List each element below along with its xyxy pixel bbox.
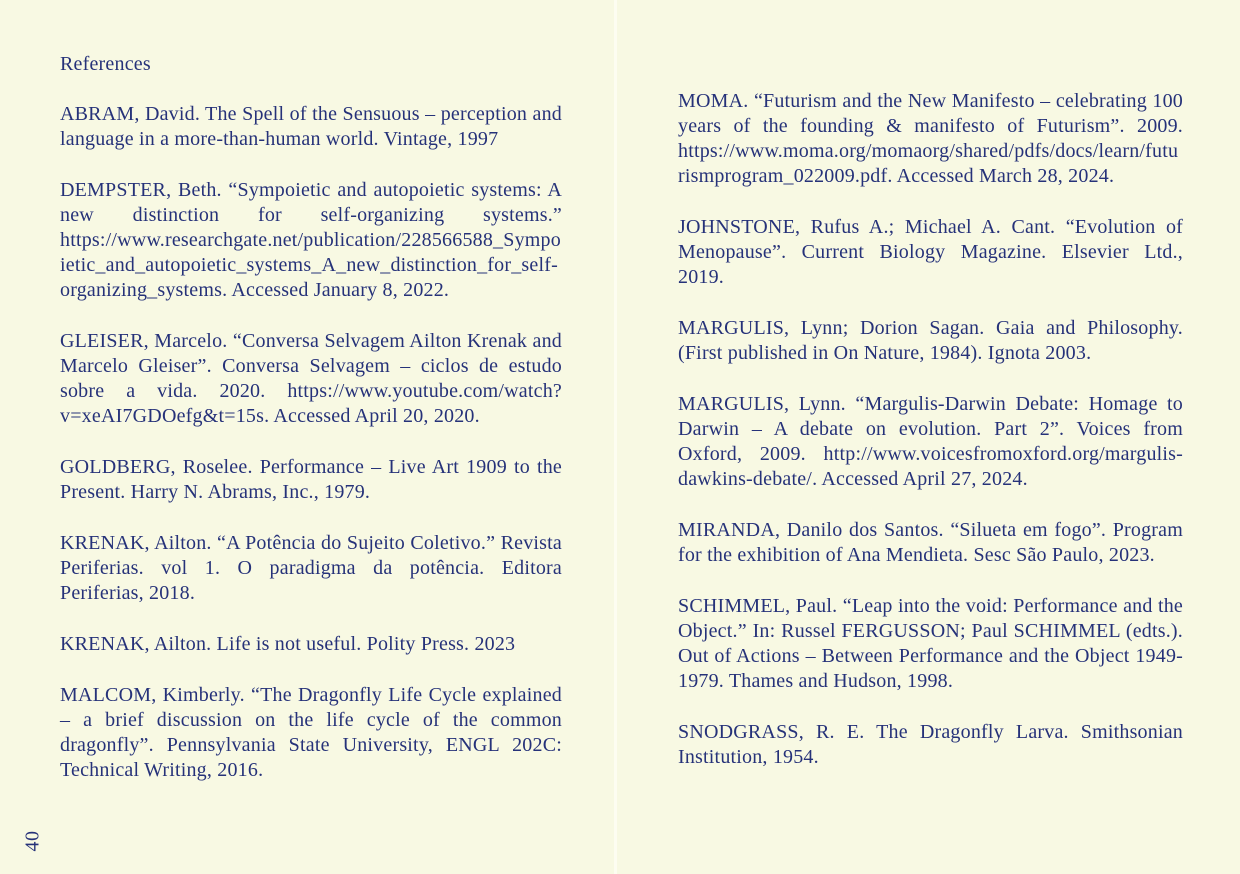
reference-entry-malcom: MALCOM, Kimberly. “The Dragonfly Life Cycle explained – a brief discussion on the life cycle of the common dragonfly”. Pennsylvania State University, ENGL 202C: Technical Writing, 2016. bbox=[60, 684, 562, 781]
reference-entry-krenak-2: KRENAK, Ailton. Life is not useful. Polity Press. 2023 bbox=[60, 633, 516, 655]
reference-entry-abram: ABRAM, David. The Spell of the Sensuous – perception and language in a more-than-human world. Vintage, 1997 bbox=[60, 103, 562, 150]
reference-entry-goldberg: GOLDBERG, Roselee. Performance – Live Art 1909 to the Present. Harry N. Abrams, Inc., 1979. bbox=[60, 456, 562, 503]
reference-entry-gleiser: GLEISER, Marcelo. “Conversa Selvagem Ailton Krenak and Marcelo Gleiser”. Conversa Selvagem – ciclos de estudo sobre a vida. 2020. https://www.youtube.com/watch?v=xeAI7GDOefg&t=15s. Accessed April 20, 2020. bbox=[60, 330, 562, 427]
reference-entry-moma: MOMA. “Futurism and the New Manifesto – celebrating 100 years of the founding & manifesto of Futurism”. 2009. https://www.moma.org/momaorg/shared/pdfs/docs/learn/futurismprogram_022009.pdf. Accessed March 28, 2024. bbox=[678, 90, 1183, 187]
reference-entry-krenak-1: KRENAK, Ailton. “A Potência do Sujeito Coletivo.” Revista Periferias. vol 1. O paradigma da potência. Editora Periferias, 2018. bbox=[60, 532, 562, 604]
page-right-column bbox=[678, 89, 1183, 796]
reference-entry-snodgrass: SNODGRASS, R. E. The Dragonfly Larva. Smithsonian Institution, 1954. bbox=[678, 721, 1183, 768]
reference-entry-margulis-2: MARGULIS, Lynn. “Margulis-Darwin Debate: Homage to Darwin – A debate on evolution. Part 2”. Voices from Oxford, 2009. http://www.voicesfromoxford.org/margulis-dawkins-debate/. Accessed April 27, 2024. bbox=[678, 393, 1183, 490]
reference-entry-schimmel: SCHIMMEL, Paul. “Leap into the void: Performance and the Object.” In: Russel FERGUSSON; Paul SCHIMMEL (edts.). Out of Actions – Between Performance and the Object 1949-1979. Thames and Hudson, 1998. bbox=[678, 595, 1183, 692]
reference-entry-miranda: MIRANDA, Danilo dos Santos. “Silueta em fogo”. Program for the exhibition of Ana Mendieta. Sesc São Paulo, 2023. bbox=[678, 519, 1183, 566]
page-left-column bbox=[60, 52, 562, 809]
reference-entry-margulis-1: MARGULIS, Lynn; Dorion Sagan. Gaia and Philosophy. (First published in On Nature, 1984). Ignota 2003. bbox=[678, 317, 1183, 364]
page-number: 40 bbox=[21, 830, 44, 852]
reference-entry-dempster: DEMPSTER, Beth. “Sympoietic and autopoietic systems: A new distinction for self-organizing systems.” https://www.researchgate.net/publication/228566588_Sympoietic_and_autopoietic_systems_A_new_distinction_for_self-organizing_systems. Accessed January 8, 2022. bbox=[60, 179, 562, 301]
reference-entry-johnstone: JOHNSTONE, Rufus A.; Michael A. Cant. “Evolution of Menopause”. Current Biology Magazine. Elsevier Ltd., 2019. bbox=[678, 216, 1183, 288]
page-gutter bbox=[614, 0, 617, 874]
references-heading: References bbox=[60, 53, 151, 75]
